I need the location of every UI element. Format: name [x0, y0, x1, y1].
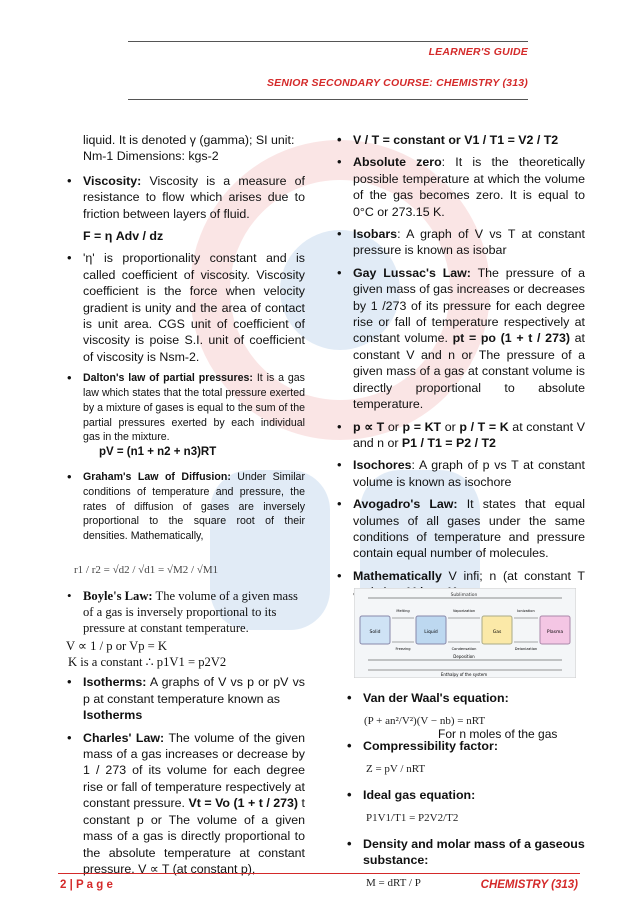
- label-deposition: Deposition: [453, 654, 475, 659]
- or-2: or: [441, 419, 460, 434]
- isobars-label: Isobars: [353, 227, 398, 242]
- ideal-label: • Ideal gas equation:: [340, 787, 585, 803]
- at-constant: at constant V and n or: [353, 419, 585, 450]
- isotherms-term: Isotherms: [83, 708, 143, 723]
- label-solid: Solid: [369, 630, 381, 635]
- p-kt: p = KT: [402, 419, 442, 434]
- label-enthalpy: Enthalpy of the system: [440, 672, 488, 677]
- mathematically-label: Mathematically: [353, 568, 442, 583]
- graham-formula: r1 / r2 = √d2 / √d1 = √M2 / √M1: [74, 564, 219, 577]
- absolute-zero-item: [330, 154, 585, 220]
- avogadro-text: It states that equal volumes of all gases under the same conditions of temperature and pressure contain equal number of molecules.: [353, 497, 585, 561]
- surface-tension-intro: liquid. It is denoted γ (gamma); SI unit: Nm-1 Dimensions: kgs-2: [83, 133, 295, 164]
- isotherms-label: Isotherms:: [83, 675, 147, 690]
- gay-lussac-formula: pt = po (1 + t / 273): [452, 331, 570, 346]
- gay-lussac-item: [330, 265, 585, 413]
- charles-formula: Vt = Vo (1 + t / 273): [188, 796, 299, 811]
- charles-text-2: t constant p or The volume of a given mass of a gas is directly proportional to the absolute temperature at constant pressure. V ∝ T (at constant p),: [83, 796, 305, 876]
- vdw-eq-text: (P + an²/V²)(V − nb) = nRT: [364, 715, 486, 728]
- or-1: or: [384, 419, 403, 434]
- compress-eq: Z = pV / nRT: [366, 762, 426, 775]
- boyle-text: The volume of a given mass of a gas is inversely proportional to its pressure at constant temperature.: [83, 589, 298, 636]
- label-condensation: Condensation: [451, 647, 477, 651]
- absolute-zero-label: Absolute zero: [353, 155, 442, 170]
- viscosity-item: [60, 173, 305, 222]
- graham-text: Under Similar conditions of temperature and pressure, the rates of diffusion of gases are inversely proportional to the square root of their densities. Mathematically,: [83, 471, 305, 543]
- left-column: [60, 132, 305, 883]
- header-bottom-rule: [128, 99, 528, 100]
- ideal-eq: P1V1/T1 = P2V2/T2: [366, 811, 459, 824]
- density-eq: M = dRT / P: [366, 876, 421, 889]
- avogadro-label: Avogadro's Law:: [353, 497, 458, 512]
- isotherms-text: A graphs of V vs p or pV vs p at constant temperature known as: [83, 675, 305, 706]
- header-top-rule: [128, 41, 528, 42]
- right-column: [330, 132, 585, 607]
- viscosity-formula: F = η Adv / dz: [83, 229, 164, 244]
- graham-item: [60, 470, 305, 544]
- label-ionization: Ionization: [517, 609, 535, 613]
- label-deionization: Deionization: [514, 647, 538, 651]
- boyle-label: Boyle's Law:: [83, 589, 153, 604]
- footer-rule: [58, 873, 580, 874]
- isotherms-item: [60, 674, 305, 723]
- charles-item: [60, 730, 305, 878]
- gay-lussac-text-2: at constant V and n or The pressure of a given mass of a gas at constant volume is directly proportional to absolute temperature.: [353, 331, 585, 412]
- p-prop-t: p ∝ T: [353, 419, 385, 434]
- label-freezing: Freezing: [395, 647, 411, 651]
- dalton-label: Dalton's law of partial pressures:: [83, 372, 253, 385]
- header-course: SENIOR SECONDARY COURSE: CHEMISTRY (313): [266, 77, 528, 89]
- vt-formula-item: • V / T = constant or V1 / T1 = V2 / T2: [330, 132, 585, 148]
- viscosity-text: Viscosity is a measure of resistance to flow which arises due to friction between layers of fluid.: [83, 173, 305, 221]
- mathematically-text: V infi; n (at constant T: [448, 568, 585, 583]
- absolute-zero-text: : It is the theoretically possible temperature at which the volume of the gas becomes zero. It is equal to 0°C or 273.15 K.: [353, 155, 585, 219]
- header-guide: LEARNER'S GUIDE: [428, 46, 528, 58]
- boyle-item: [60, 588, 305, 636]
- right-column-bottom: [330, 690, 585, 891]
- label-vaporization: Vaporization: [452, 609, 476, 613]
- vdw-equation: [364, 712, 585, 742]
- dalton-formula: pV = (n1 + n2 + n3)RT: [99, 446, 217, 459]
- graham-label: Graham's Law of Diffusion:: [83, 471, 231, 484]
- isobars-item: [330, 226, 585, 259]
- label-plasma: Plasma: [546, 630, 564, 635]
- gay-lussac-text-1: The pressure of a given mass of gas increases or decreases by 1 /273 of its pressure for each degree rise or fall of temperature respectively at constant volume.: [353, 265, 585, 346]
- compress-label: • Compressibility factor:: [340, 738, 585, 754]
- avogadro-item: [330, 496, 585, 562]
- vdw-label: • Van der Waal's equation:: [340, 690, 585, 706]
- label-gas: Gas: [492, 630, 502, 635]
- vdw-note: For n moles of the gas: [438, 727, 558, 742]
- footer-subject: CHEMISTRY (313): [480, 879, 578, 891]
- phase-change-diagram: [354, 588, 576, 678]
- viscosity-label: Viscosity:: [83, 173, 142, 188]
- p1-t1: P1 / T1 = P2 / T2: [401, 435, 496, 450]
- label-melting: Melting: [396, 609, 410, 613]
- isochores-text: : A graph of p vs T at constant volume is known as isochore: [353, 458, 585, 489]
- isobars-text: : A graph of V vs T at constant pressure is known as isobar: [353, 227, 585, 258]
- p-prop-t-item: [330, 419, 585, 452]
- label-liquid: Liquid: [424, 630, 438, 635]
- footer-page-number: 2 | P a g e: [60, 879, 113, 891]
- density-label: • Density and molar mass of a gaseous substance:: [340, 836, 585, 869]
- isochores-label: Isochores: [353, 458, 412, 473]
- dalton-text: It is a gas law which states that the total pressure exerted by a mixture of gases is equal to the sum of the partial pressures exerted by each individual gas in the mixture.: [83, 372, 305, 444]
- p-t-k: p / T = K: [459, 419, 509, 434]
- dalton-item: [60, 371, 305, 460]
- boyle-formula-1: V ∝ 1 / p or Vp = K: [66, 639, 167, 654]
- charles-text-1: The volume of the given mass of a gas increases or decrease by 1 / 273 of its volume for each degree rise or fall of temperature respectively at constant pressure.: [83, 730, 305, 811]
- charles-label: Charles' Law:: [83, 730, 165, 745]
- label-sublimation: Sublimation: [450, 593, 478, 598]
- gay-lussac-label: Gay Lussac's Law:: [353, 265, 471, 280]
- eta-item: • 'η' is proportionality constant and is called coefficient of viscosity. Viscosity coefficient is the force when velocity gradient is unity and the area of contact is unit area. CGS unit of coefficient of viscosity is poise S.I. unit of coefficient of viscosity is Nsm-2.: [60, 250, 305, 365]
- isochores-item: [330, 457, 585, 490]
- boyle-formula-2: K is a constant ∴ p1V1 = p2V2: [68, 655, 227, 670]
